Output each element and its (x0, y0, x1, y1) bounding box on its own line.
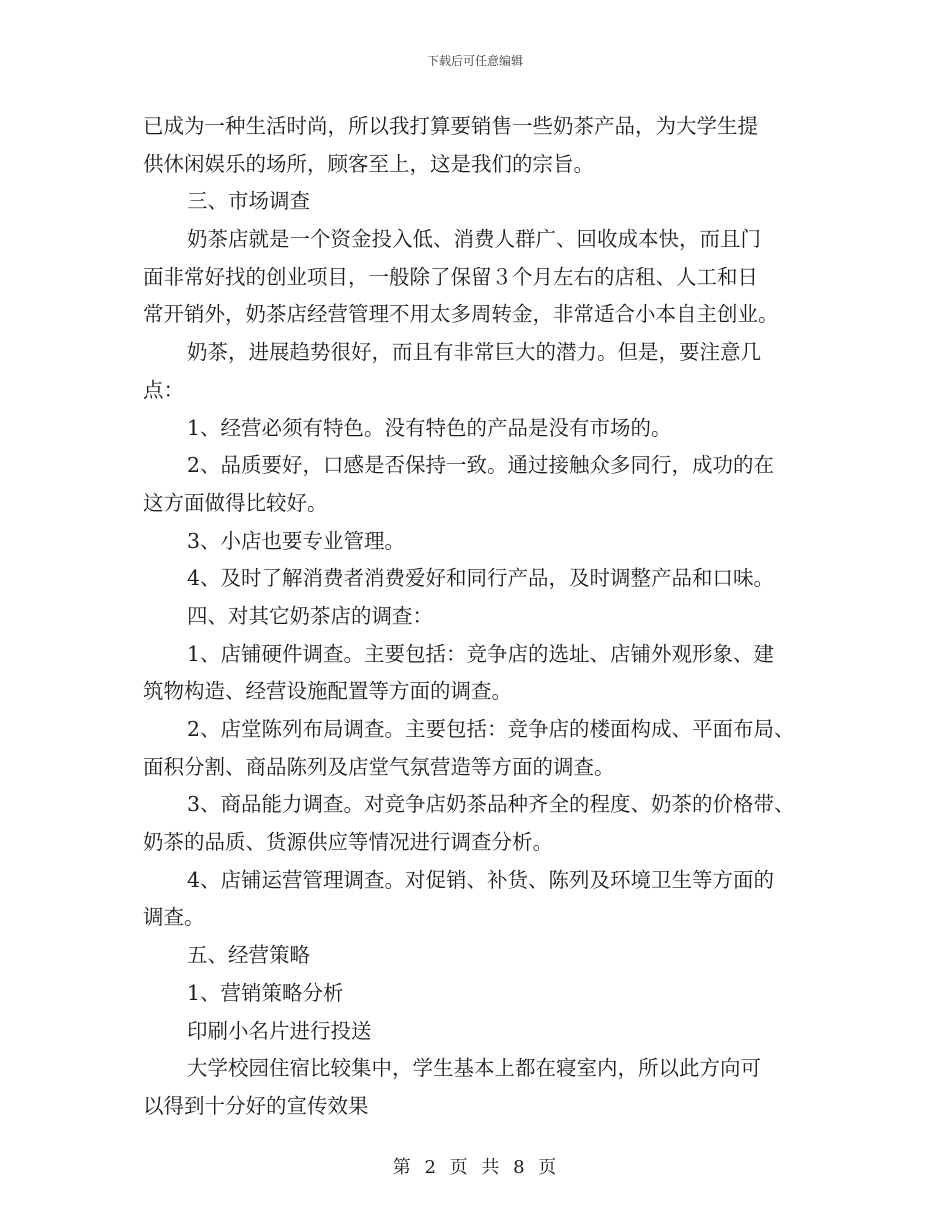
text-line: 筑物构造、经营设施配置等方面的调查。 (143, 679, 512, 704)
list-item: 2、品质要好，口感是否保持一致。通过接触众多同行，成功的在 (187, 453, 775, 478)
document-body (143, 108, 813, 1126)
page-header: 下载后可任意编辑 (426, 54, 523, 68)
subsection-heading: 1、营销策略分析 (187, 980, 344, 1005)
list-item: 1、经营必须有特色。没有特色的产品是没有市场的。 (187, 415, 672, 440)
section-heading: 三、市场调查 (187, 189, 310, 214)
text-line: 面非常好找的创业项目，一般除了保留３个月左右的店租、人工和日 (143, 264, 758, 289)
text-line: 奶茶，进展趋势很好，而且有非常巨大的潜力。但是，要注意几 (187, 340, 761, 365)
text-line: 大学校园住宿比较集中，学生基本上都在寝室内，所以此方向可 (187, 1056, 761, 1081)
list-item: 2、店堂陈列布局调查。主要包括：竞争店的楼面构成、平面布局、 (187, 717, 795, 741)
text-line: 奶茶店就是一个资金投入低、消费人群广、回收成本快，而且门 (187, 227, 761, 252)
text-line: 奶茶的品质、货源供应等情况进行调查分析。 (143, 830, 553, 855)
text-line: 面积分割、商品陈列及店堂气氛营造等方面的调查。 (143, 754, 615, 779)
text-line: 点： (143, 377, 184, 402)
section-heading: 四、对其它奶茶店的调查： (187, 603, 433, 628)
page-number: 第 2 页 共 8 页 (392, 1157, 558, 1178)
text-line: 已成为一种生活时尚，所以我打算要销售一些奶茶产品，为大学生提 (143, 114, 758, 138)
text-line: 以得到十分好的宣传效果 (143, 1093, 369, 1118)
text-line: 调查。 (143, 905, 205, 930)
list-item: 4、店铺运营管理调查。对促销、补货、陈列及环境卫生等方面的 (187, 867, 775, 892)
list-item: 4、及时了解消费者消费爱好和同行产品，及时调整产品和口味。 (187, 566, 775, 591)
text-line: 常开销外，奶茶店经营管理不用太多周转金，非常适合小本自主创业。 (143, 302, 779, 327)
text-line: 这方面做得比较好。 (143, 490, 328, 515)
section-heading: 五、经营策略 (187, 943, 310, 968)
text-line: 供休闲娱乐的场所，顾客至上，这是我们的宗旨。 (143, 151, 594, 176)
list-item: 1、店铺硬件调查。主要包括：竞争店的选址、店铺外观形象、建 (187, 641, 775, 666)
list-item: 3、小店也要专业管理。 (187, 528, 406, 553)
list-item: 3、商品能力调查。对竞争店奶茶品种齐全的程度、奶茶的价格带、 (187, 792, 795, 817)
text-line: 印刷小名片进行投送 (187, 1018, 372, 1043)
